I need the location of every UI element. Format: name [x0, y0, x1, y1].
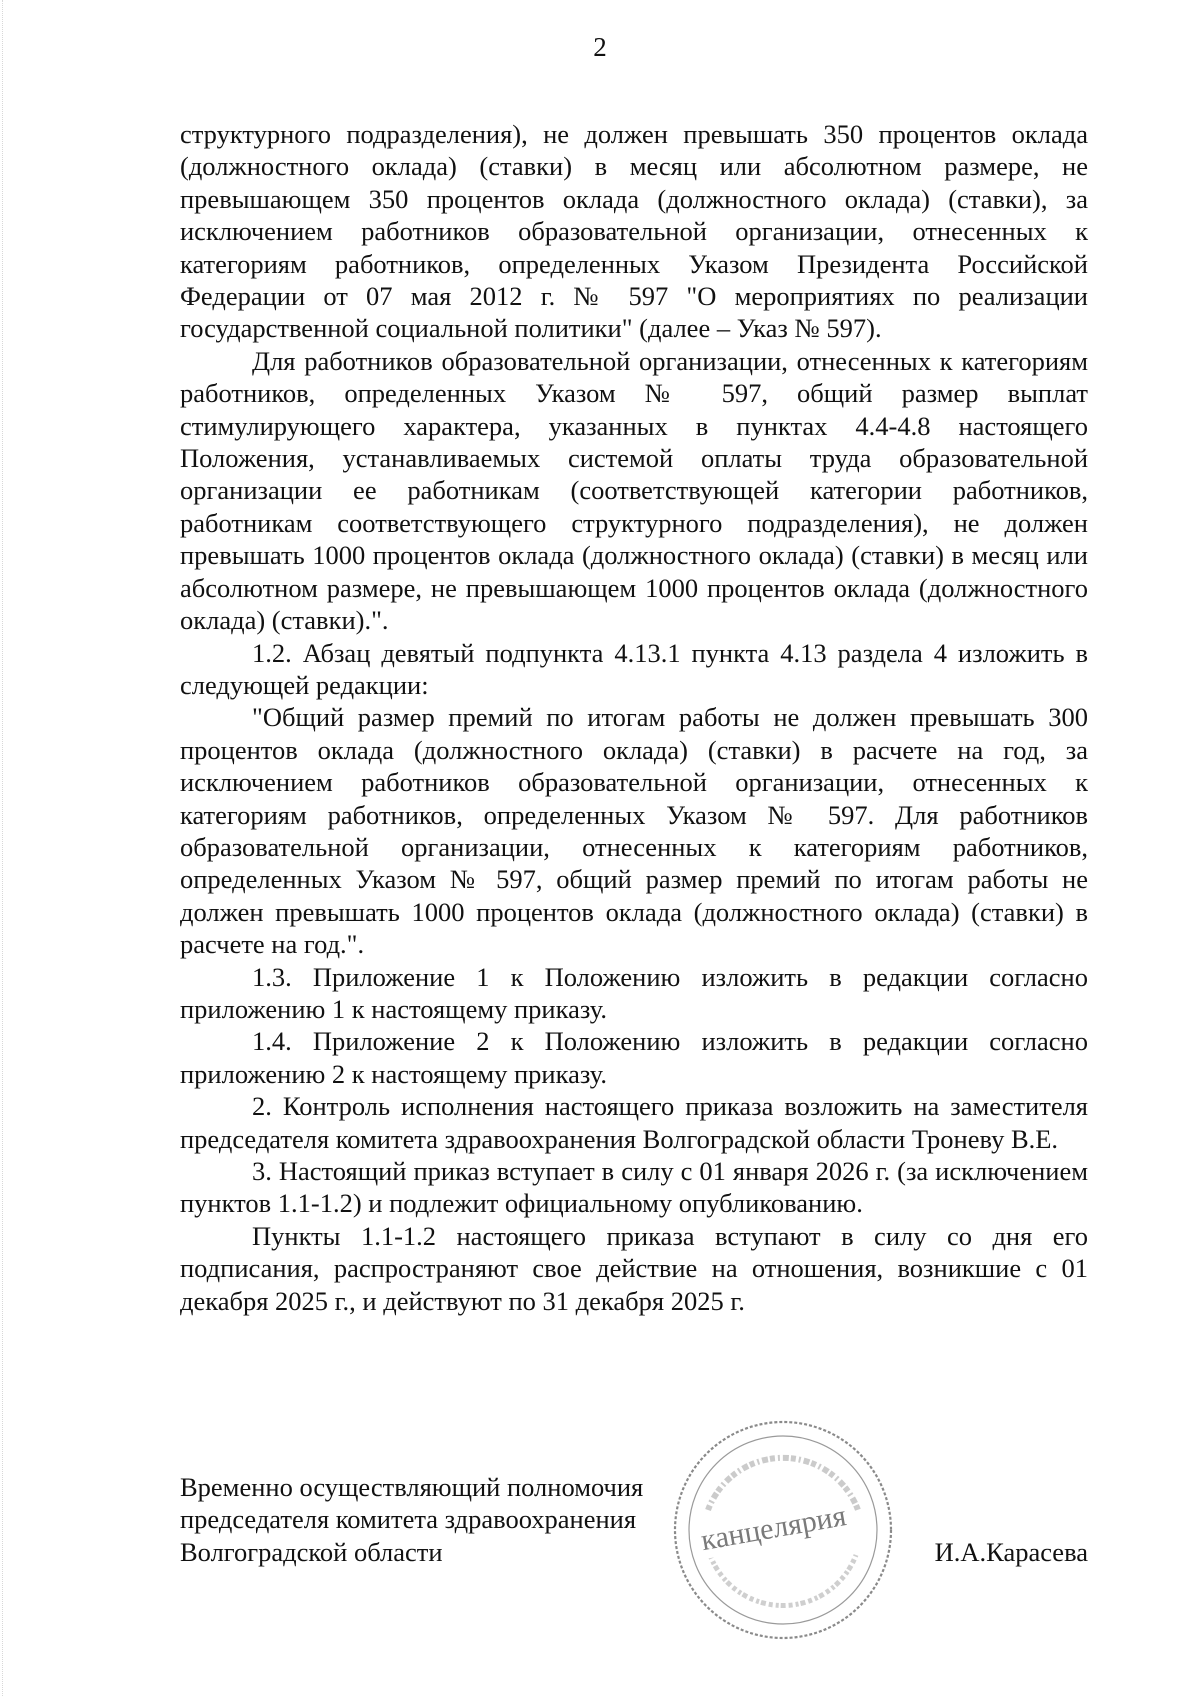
- stamp-center-label: [693, 1494, 849, 1560]
- paragraph-item-2: 2. Контроль исполнения настоящего приказа возложить на заместителя председателя комитета здравоохранения Волгоградской области Троневу В.Е.: [180, 1091, 1088, 1154]
- scan-margin-marks: [2, 0, 7, 1696]
- page-number: 2: [593, 32, 607, 62]
- signatory-name: И.А.Карасева: [934, 1536, 1088, 1567]
- paragraph-item-1-2: 1.2. Абзац девятый подпункта 4.13.1 пункта 4.13 раздела 4 изложить в следующей редакции:: [180, 637, 1088, 700]
- signature-block: [180, 1471, 1088, 1568]
- paragraph-item-1-4: 1.4. Приложение 2 к Положению изложить в редакции согласно приложению 2 к настоящему приказу.: [180, 1026, 1088, 1089]
- paragraph-item-3: 3. Настоящий приказ вступает в силу с 01 января 2026 г. (за исключением пунктов 1.1-1.2) и подлежит официальному опубликованию.: [180, 1156, 1088, 1219]
- signatory-position-line: председателя комитета здравоохранения: [180, 1504, 637, 1535]
- stamp-center-text: канцелярия: [698, 1499, 849, 1558]
- paragraph-continuation: структурного подразделения), не должен превышать 350 процентов оклада (должностного оклада) (ставки) в месяц или абсолютном размере, не превышающем 350 процентов оклада (должностного оклада) (ставки), за исключением работников образовательной организации, отнесенных к категориям работников, определенных Указом Президента Российской Федерации от 07 мая 2012 г. № 597 "О мероприятиях по реализации государственной социальной политики" (далее – Указ № 597).: [180, 119, 1088, 344]
- office-stamp: [668, 1415, 898, 1645]
- paragraph-effective-dates: Пункты 1.1-1.2 настоящего приказа вступают в силу со дня его подписания, распространяют свое действие на отношения, возникшие с 01 декабря 2025 г., и действуют по 31 декабря 2025 г.: [180, 1220, 1088, 1316]
- document-body: [180, 118, 1088, 1317]
- paragraph-item-1-2-quote: "Общий размер премий по итогам работы не должен превышать 300 процентов оклада (должностного оклада) (ставки) в расчете на год, за исключением работников образовательной организации, отнесенных к категориям работников, определенных Указом № 597. Для работников образовательной организации, отнесенных к категориям работников, определенных Указом № 597, общий размер премий по итогам работы не должен превышать 1000 процентов оклада (должностного оклада) (ставки) в расчете на год.".: [180, 702, 1088, 960]
- paragraph-item-1-3: 1.3. Приложение 1 к Положению изложить в редакции согласно приложению 1 к настоящему приказу.: [180, 961, 1088, 1024]
- signatory-position-line: Временно осуществляющий полномочия: [180, 1472, 644, 1502]
- signatory-position-line: Волгоградской области: [180, 1536, 443, 1567]
- paragraph-decree-597-limit: Для работников образовательной организации, отнесенных к категориям работников, определенных Указом № 597, общий размер выплат стимулирующего характера, указанных в пунктах 4.4-4.8 настоящего Положения, устанавливаемых системой оплаты труда образовательной организации ее работникам (соответствующей категории работников, работникам соответствующего структурного подразделения), не должен превышать 1000 процентов оклада (должностного оклада) (ставки) в месяц или абсолютном размере, не превышающем 1000 процентов оклада (должностного оклада) (ставки).".: [180, 345, 1088, 636]
